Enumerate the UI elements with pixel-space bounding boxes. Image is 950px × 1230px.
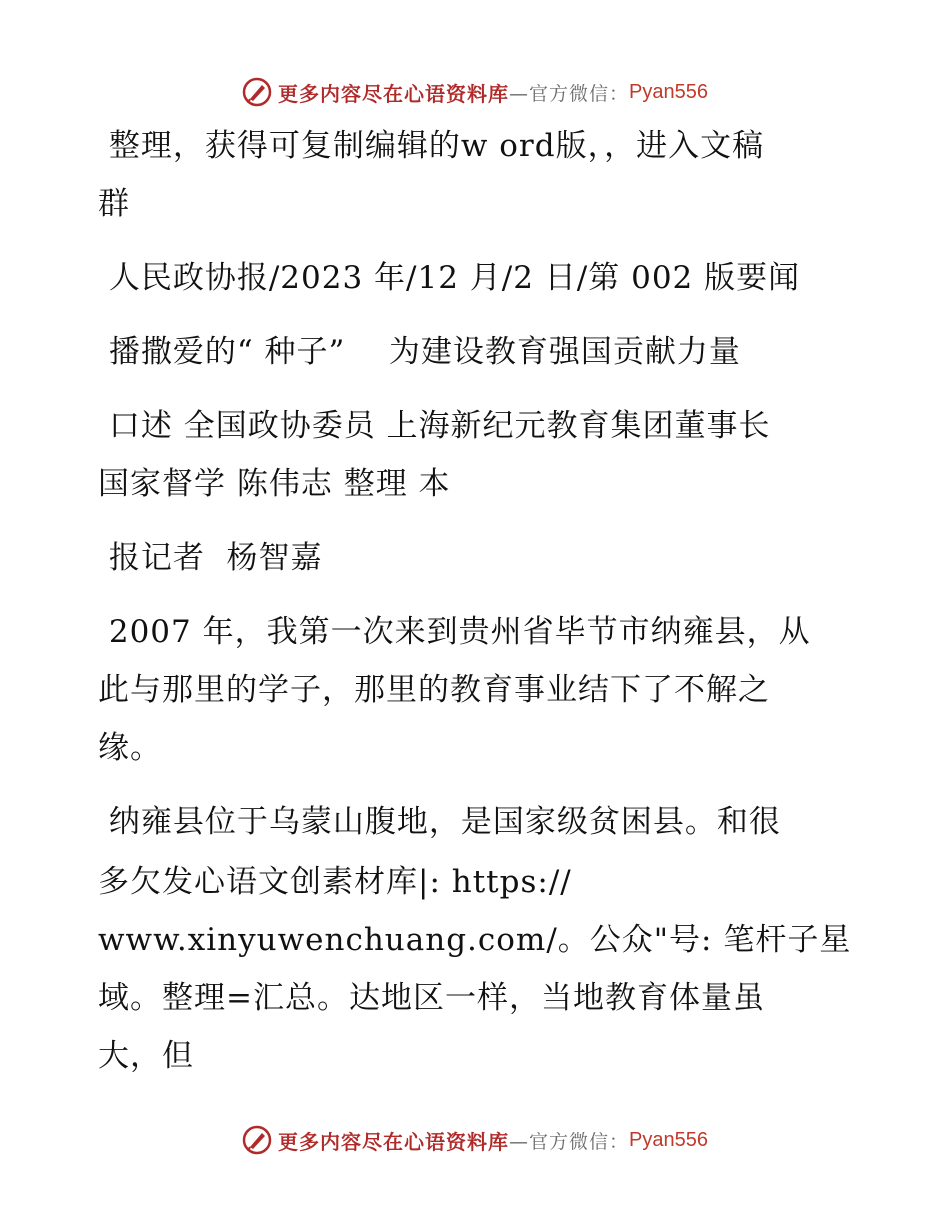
banner-tag: —官方微信： bbox=[509, 1130, 630, 1153]
text-line: 2007 年，我第一次来到贵州省毕节市纳雍县，从 bbox=[98, 614, 811, 650]
text-line: www.xinyuwenchuang.com/。公众"号: 笔杆子星 bbox=[98, 922, 852, 958]
header-banner bbox=[0, 72, 950, 112]
quill-logo-icon bbox=[242, 1125, 272, 1155]
text-line: 国家督学 陈伟志 整理 本 bbox=[98, 466, 451, 502]
text-line: 整理，获得可复制编辑的w ord版，，进入文稿 bbox=[98, 128, 765, 164]
banner-title: 更多内容尽在心语资料库 bbox=[278, 1129, 509, 1154]
footer-banner bbox=[0, 1120, 950, 1160]
text-line: 缘。 bbox=[98, 730, 162, 766]
text-line: 口述 全国政协委员 上海新纪元教育集团董事长 bbox=[98, 408, 771, 444]
banner-tag: —官方微信： bbox=[509, 82, 630, 105]
text-line: 人民政协报/2023 年/12 月/2 日/第 002 版要闻 bbox=[98, 260, 801, 296]
text-line: 报记者 杨智嘉 bbox=[98, 540, 323, 576]
banner-wechat-id: Pyan556 bbox=[629, 1128, 708, 1151]
text-line: 纳雍县位于乌蒙山腹地，是国家级贫困县。和很 bbox=[98, 804, 781, 840]
text-line: 此与那里的学子，那里的教育事业结下了不解之 bbox=[98, 672, 770, 708]
banner-wechat-id: Pyan556 bbox=[629, 80, 708, 103]
text-line: 播撒爱的“ 种子” 为建设教育强国贡献力量 bbox=[98, 334, 741, 370]
banner-title: 更多内容尽在心语资料库 bbox=[278, 81, 509, 106]
quill-logo-icon bbox=[242, 77, 272, 107]
text-line: 多欠发心语文创素材库|: https:// bbox=[98, 864, 572, 900]
text-line: 大，但 bbox=[98, 1038, 194, 1074]
text-line: 域。整理=汇总。达地区一样，当地教育体量虽 bbox=[98, 980, 765, 1016]
text-line: 群 bbox=[98, 186, 130, 222]
